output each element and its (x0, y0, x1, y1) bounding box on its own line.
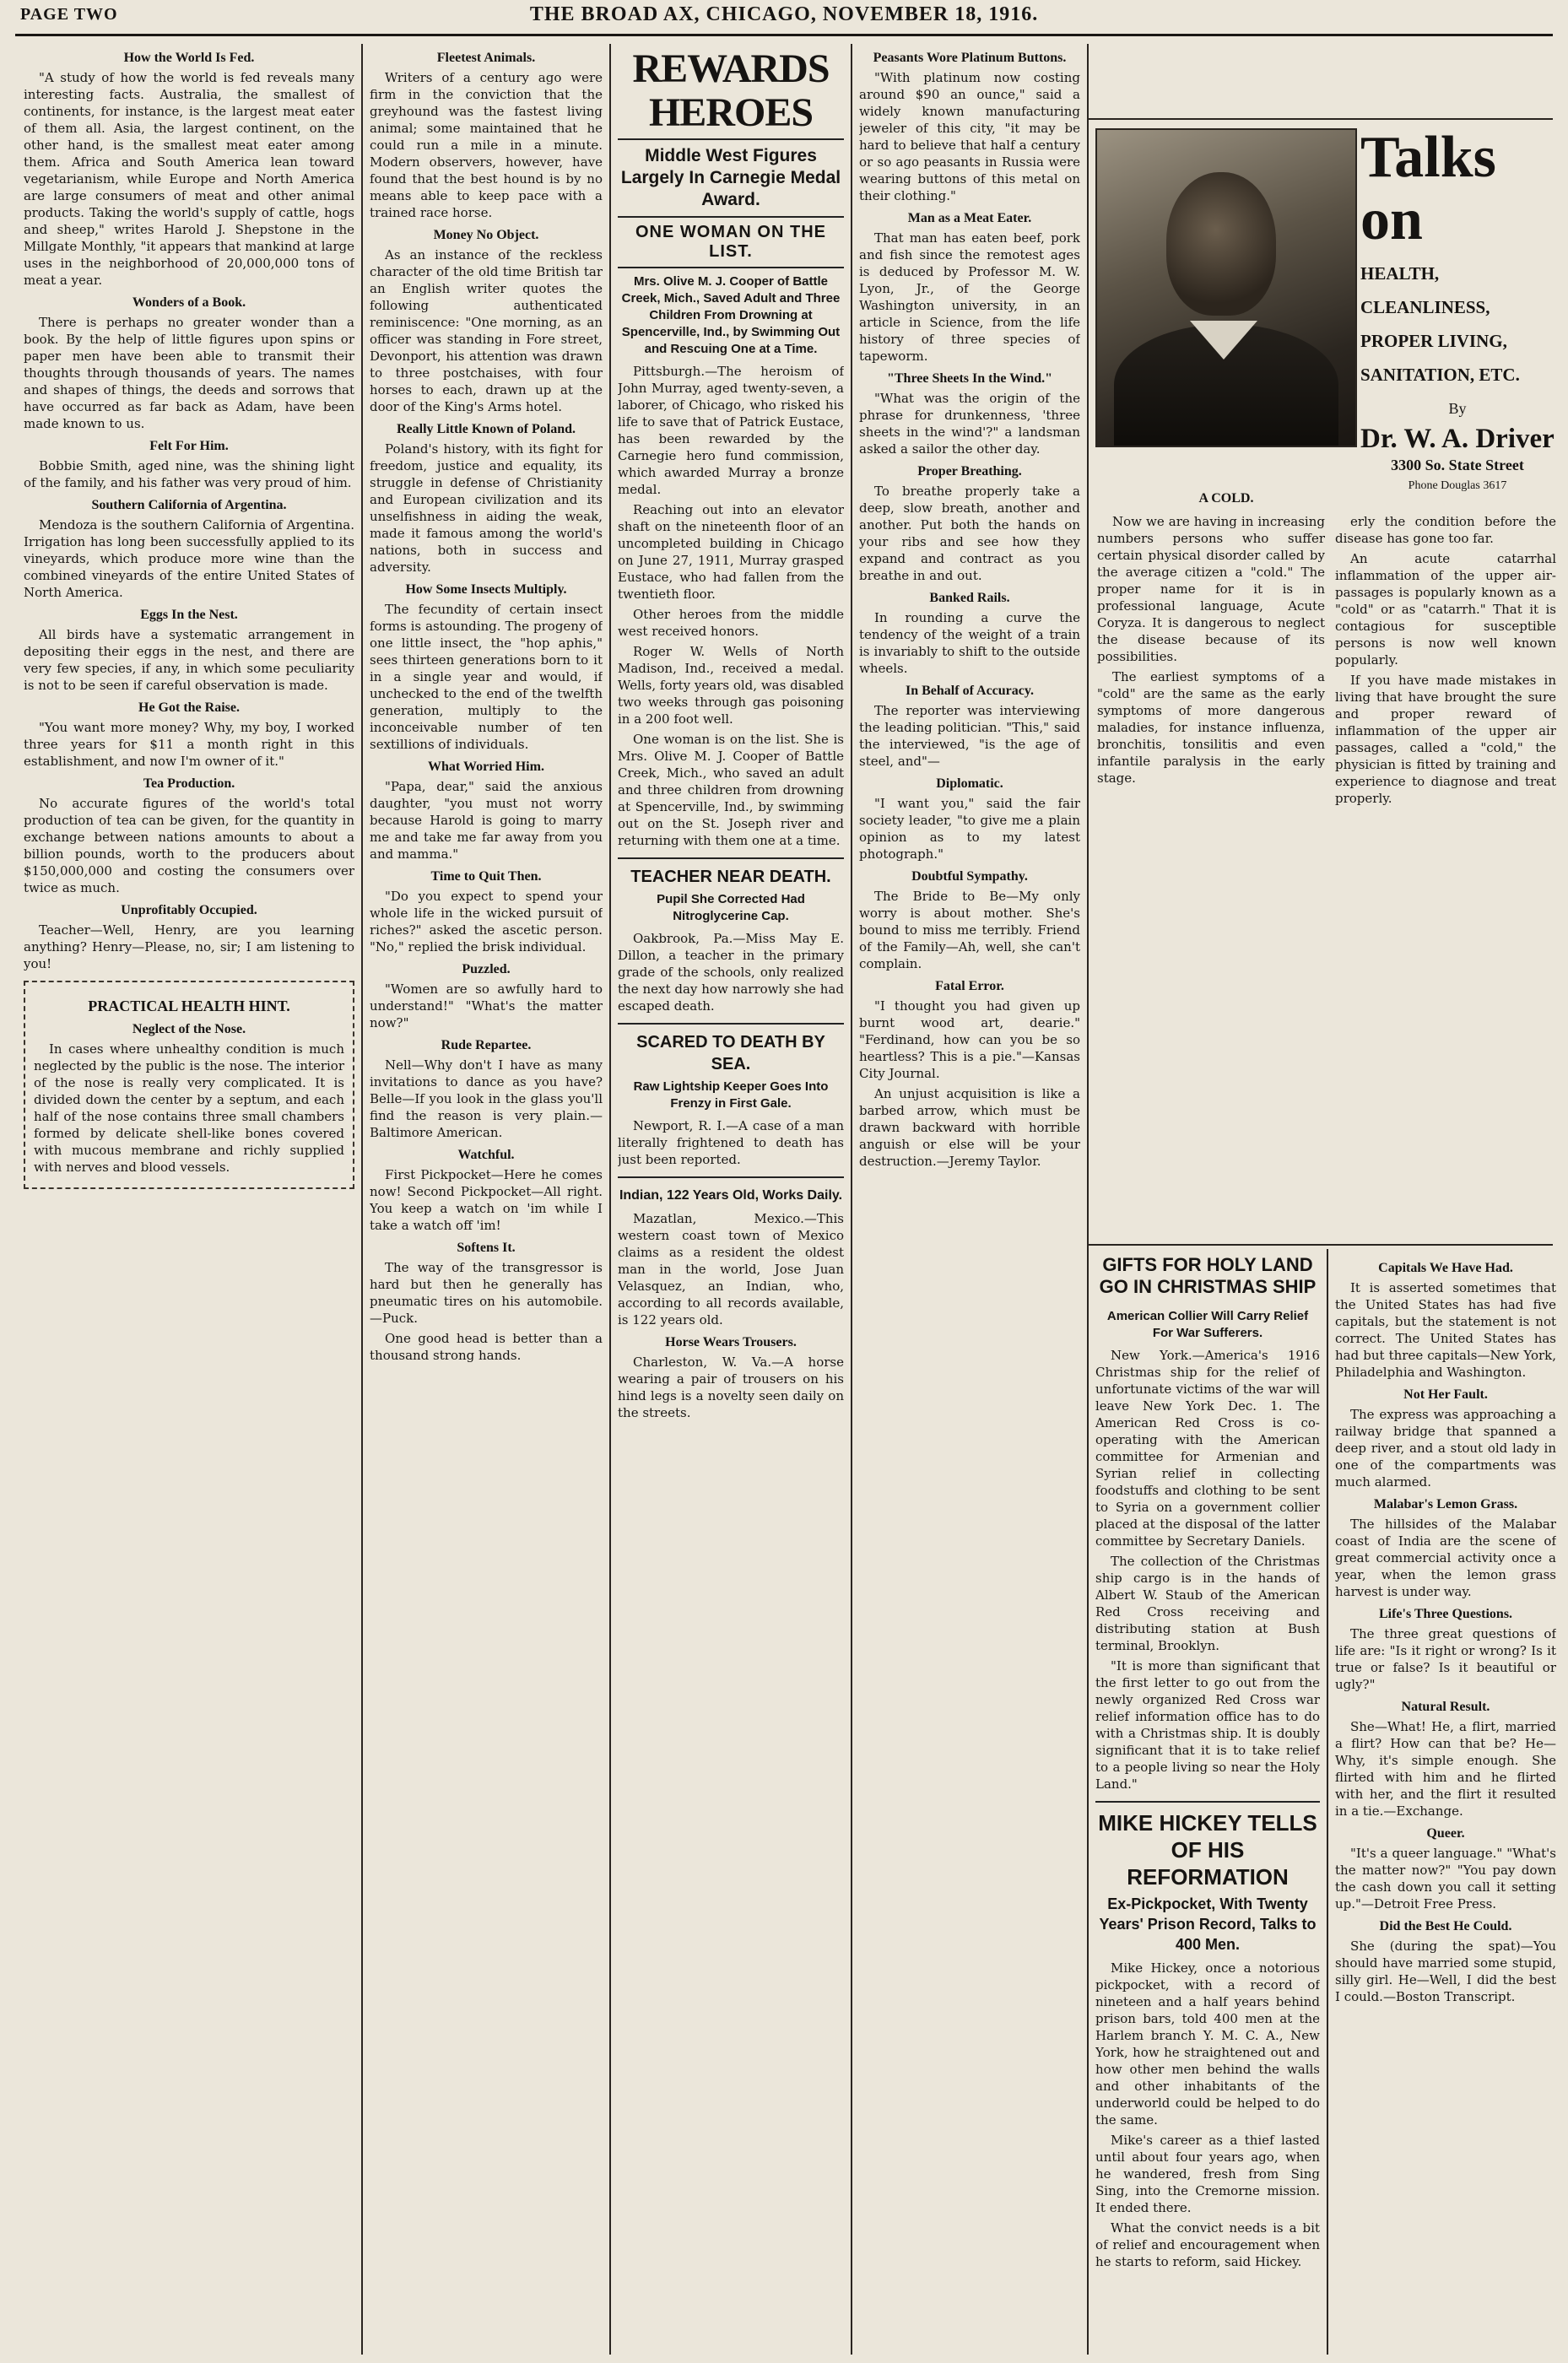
article-text: Writers of a century ago were firm in the conviction that the greyhound was the fastest living animal; some maintained that he could run a mile in a minute. Modern observers, however, have found that the best hound is by no means able to keep pace with a trained race horse. (370, 70, 603, 220)
headline-mike-hickey: MIKE HICKEY TELLS OF HIS REFORMATION (1095, 1801, 1320, 1890)
newspaper-title: THE BROAD AX, CHICAGO, NOVEMBER 18, 1916. (529, 3, 1039, 25)
article-text: "You want more money? Why, my boy, I worked three years for $11 a month right in this establishment, and now I'm owner of it." (24, 720, 354, 769)
article-deck: Mrs. Olive M. J. Cooper of Battle Creek, Mich., Saved Adult and Three Children From Drowning at Spencerville, Ind., by Swimming Out and Rescuing One at a Time. (621, 274, 841, 356)
ad-top-rule (1089, 118, 1553, 120)
article-text: The fecundity of certain insect forms is astounding. The progeny of one little insect, the "hop aphis," sees thirteen generations born to it in a single year and would, if unchecked to the end of the twelfth generation, multiply to the inconceivable number of ten sextillions of individuals. (370, 602, 603, 752)
article-text: One woman is on the list. She is Mrs. Olive M. J. Cooper of Battle Creek, Mich., who saved an adult and three children from drowning at Spencerville, Ind., by swimming out on the St. Joseph river and returning with them one at a time. (618, 732, 844, 848)
article-text: An unjust acquisition is like a barbed arrow, which must be drawn backward with horrible anguish or else will be your destruction.—Jeremy Taylor. (859, 1086, 1080, 1169)
article-heading: Really Little Known of Poland. (396, 422, 576, 436)
column-1 (24, 44, 354, 2355)
subheadline: ONE WOMAN ON THE LIST. (618, 223, 844, 268)
talks-topic: CLEANLINESS, (1360, 297, 1490, 317)
article-text: There is perhaps no greater wonder than a book. By the help of little figures upon spins or paper men have been able to transmit their thoughts through thousands of years. The names and shapes of things, the deeds and sorrows that have occurred as far back as Adam, have been made known to us. (24, 315, 354, 431)
article-heading: How Some Insects Multiply. (405, 582, 567, 597)
article-text: The Bride to Be—My only worry is about mother. She's bound to miss me terribly. Friend of the Family—Ah, well, she can't complain. (859, 889, 1080, 971)
article-text: Poland's history, with its fight for freedom, justice and equality, its struggle in defense of Christianity and European civilization and its unselfishness in aiding the weak, made it famous among the world's nations, both in success and adversity. (370, 441, 603, 575)
article-heading: Banked Rails. (929, 591, 1010, 605)
article-text: The reporter was interviewing the leading politician. "This," said the interviewed, "is the age of steel, and"— (859, 703, 1080, 769)
article-heading: Fleetest Animals. (436, 51, 536, 65)
article-heading: Did the Best He Could. (1379, 1919, 1512, 1933)
doctor-address: 3300 So. State Street (1391, 457, 1524, 473)
article-heading: Peasants Wore Platinum Buttons. (873, 51, 1067, 65)
talks-by: By (1448, 400, 1467, 417)
cold-article-right (1335, 513, 1556, 1239)
article-heading: Man as a Meat Eater. (907, 211, 1032, 225)
article-heading: Softens It. (457, 1241, 516, 1255)
article-heading: Puzzled. (462, 962, 511, 976)
article-text: Mike's career as a thief lasted until about four years ago, when he wandered, fresh from Sing Sing, into the Cremorne mission. It ended there. (1095, 2133, 1320, 2215)
article-heading: In Behalf of Accuracy. (906, 684, 1034, 698)
article-heading: TEACHER NEAR DEATH. (618, 857, 844, 888)
article-heading: Capitals We Have Had. (1378, 1261, 1513, 1275)
talks-title: Talks on (1360, 125, 1496, 252)
column-divider (1327, 1249, 1328, 2355)
article-text: Teacher—Well, Henry, are you learning anything? Henry—Please, no, sir; I am listening to you! (24, 922, 354, 971)
article-heading: Watchful. (457, 1148, 515, 1162)
article-text: Roger W. Wells of North Madison, Ind., received a medal. Wells, forty years old, was disabled two weeks through gas poisoning in a 200 foot well. (618, 644, 844, 727)
article-text: Charleston, W. Va.—A horse wearing a pair of trousers on his hind legs is a novelty seen daily on the streets. (618, 1355, 844, 1420)
box-text: In cases where unhealthy condition is much neglected by the public is the nose. The interior of the nose is really very complicated. It is divided down the center by a septum, and each half of the nose contains three small chambers formed by delicate shell-like bones covered with mucous membrane and richly supplied with nerves and blood vessels. (34, 1041, 344, 1175)
doctor-name: Dr. W. A. Driver (1360, 424, 1554, 454)
cold-article-left (1097, 513, 1325, 1239)
article-heading: He Got the Raise. (138, 700, 240, 715)
article-text: An acute catarrhal inflammation of the upper air-passages is popularly known as a "cold" or as "catarrh." That it is contagious for susceptible persons is now well known popularly. (1335, 551, 1556, 668)
article-heading: Wonders of a Book. (132, 295, 246, 310)
article-text: She (during the spat)—You should have married some stupid, silly girl. He—Well, I did the best I could.—Boston Transcript. (1335, 1939, 1556, 2004)
page-number: PAGE TWO (20, 5, 118, 24)
ad-caption: A COLD. (1198, 491, 1254, 506)
talks-topic: HEALTH, (1360, 263, 1440, 284)
talks-topics (1360, 257, 1554, 392)
talks-ad (1360, 127, 1554, 493)
article-deck: Ex-Pickpocket, With Twenty Years' Prison Record, Talks to 400 Men. (1099, 1895, 1317, 1953)
article-heading: Queer. (1426, 1826, 1465, 1841)
article-deck: Pupil She Corrected Had Nitroglycerine Cap. (657, 892, 805, 923)
article-heading: Felt For Him. (149, 439, 229, 453)
article-heading: Natural Result. (1401, 1700, 1490, 1714)
article-text: "With platinum now costing around $90 an ounce," said a widely known manufacturing jeweler of this city, "it may be hard to believe that half a century or so ago peasants in Russia were wearing buttons of this metal on their clothing." (859, 70, 1080, 203)
article-text: "It is more than significant that the first letter to go out from the newly organized Red Cross war relief information office has to do with a Christmas ship. It is doubly significant that it is to take relief to a people living so near the Holy Land." (1095, 1658, 1320, 1792)
article-text: Mendoza is the southern California of Argentina. Irrigation has long been successfully applied to its vineyards, which produce more wine than the combined vineyards of the entire United States of North America. (24, 517, 354, 600)
section-rule (1089, 1244, 1553, 1246)
column-divider (1087, 44, 1089, 2355)
headline-christmas-ship: GIFTS FOR HOLY LAND GO IN CHRISTMAS SHIP (1099, 1254, 1317, 1297)
column-divider (361, 44, 363, 2355)
article-text: New York.—America's 1916 Christmas ship for the relief of unfortunate victims of the war will leave New York Dec. 1. The American Red Cross is co-operating with the American committee for Armenian and Syrian relief in collecting foodstuffs and clothing to be sent to Syria on a government collier placed at the disposal of the latter committee by Secretary Daniels. (1095, 1348, 1320, 1549)
article-text: Other heroes from the middle west received honors. (618, 607, 844, 639)
doctor-phone: Phone Douglas 3617 (1408, 479, 1507, 492)
article-text: The collection of the Christmas ship cargo is in the hands of Albert W. Staub of the American Red Cross receiving and distributing station at Bush terminal, Brooklyn. (1095, 1554, 1320, 1653)
article-text: First Pickpocket—Here he comes now! Second Pickpocket—All right. You keep a watch on 'im while I take a watch off 'im! (370, 1167, 603, 1233)
article-text: She—What! He, a flirt, married a flirt? How can that be? He—Why, it's simple enough. She flirted with him and he flirted with her, and the flirt it resulted in a tie.—Exchange. (1335, 1719, 1556, 1819)
article-text: If you have made mistakes in living that have brought the sure and proper reward of inflammation of the upper air passages, called a "cold," the physician is fitted by training and experience to diagnose and treat properly. (1335, 673, 1556, 806)
article-heading: How the World Is Fed. (123, 51, 255, 65)
column-divider (851, 44, 852, 2355)
article-text: That man has eaten beef, pork and fish since the remotest ages is deduced by Professor M. W. Lyon, Jr., of the George Washington university, in an article in Science, from the life history of three species of tapeworm. (859, 230, 1080, 364)
article-text: As an instance of the reckless character of the old time British tar an English writer quotes the following authenticated reminiscence: "One morning, as an officer was standing in Fore street, Devonport, his attention was drawn to three postchaises, with four horses to each, drawn up at the door of the King's Arms hotel. (370, 247, 603, 414)
article-deck: American Collier Will Carry Relief For War Sufferers. (1106, 1309, 1309, 1340)
column-2 (370, 44, 603, 2355)
article-text: The hillsides of the Malabar coast of India are the scene of great commercial activity once a year, when the lemon grass harvest is under way. (1335, 1517, 1556, 1599)
article-text: "Women are so awfully hard to understand!" "What's the matter now?" (370, 981, 603, 1030)
article-text: "What was the origin of the phrase for drunkenness, 'three sheets in the wind'?" a landsman asked a sailor the other day. (859, 391, 1080, 457)
article-heading: Tea Production. (143, 776, 235, 791)
article-text: To breathe properly take a deep, slow breath, another and another. Put both the hands on your ribs and see how they expand and contract as you breathe in and out. (859, 484, 1080, 583)
article-heading: Horse Wears Trousers. (665, 1335, 797, 1349)
article-text: It is asserted sometimes that the United States has had five capitals, but the statement is not correct. The United States has had but three capitals—New York, Philadelphia and Washington. (1335, 1280, 1556, 1380)
article-text: Bobbie Smith, aged nine, was the shining light of the family, and his father was very proud of him. (24, 458, 354, 490)
article-heading: "Three Sheets In the Wind." (886, 371, 1053, 386)
article-text: One good head is better than a thousand strong hands. (370, 1331, 603, 1363)
article-text: Nell—Why don't I have as many invitations to dance as you have? Belle—If you look in the glass you'll find the reason is very plain.—Baltimore American. (370, 1057, 603, 1140)
article-heading: Money No Object. (433, 228, 539, 242)
article-text: What the convict needs is a bit of relief and encouragement when he starts to reform, said Hickey. (1095, 2220, 1320, 2269)
subheadline: Middle West Figures Largely In Carnegie Medal Award. (618, 145, 844, 218)
article-text: Now we are having in increasing numbers persons who suffer certain physical disorder called by the average citizen a "cold." The proper name for it is in professional language, Acute Coryza. It is dangerous to neglect the disease because of its possibilities. (1097, 514, 1325, 664)
article-text: "I thought you had given up burnt wood art, dearie." "Ferdinand, how can you be so heartless? This is a pie."—Kansas City Journal. (859, 998, 1080, 1081)
article-text: "It's a queer language." "What's the matter now?" "You pay down the cash down you call it setting up."—Detroit Free Press. (1335, 1846, 1556, 1911)
article-text: Newport, R. I.—A case of a man literally frightened to death has just been reported. (618, 1118, 844, 1167)
article-heading: Doubtful Sympathy. (911, 869, 1028, 884)
headline-rewards-heroes: REWARDS HEROES (618, 47, 844, 140)
article-heading: Southern California of Argentina. (91, 498, 287, 512)
article-heading: Diplomatic. (936, 776, 1003, 791)
article-text: Mike Hickey, once a notorious pickpocket, with a record of nineteen and a half years behind prison bars, told 400 men at the Harlem branch Y. M. C. A., New York, how he straightened out and how other men behind the walls and other inhabitants of the underworld could be helped to do the same. (1095, 1960, 1320, 2128)
article-heading: Eggs In the Nest. (140, 608, 238, 622)
article-text: All birds have a systematic arrangement in depositing their eggs in the nest, and there are very few species, if any, in which some peculiarity is not to be seen if careful observation is made. (24, 627, 354, 693)
article-text: Mazatlan, Mexico.—This western coast town of Mexico claims as a resident the oldest man in the world, Jose Juan Velasquez, an Indian, who, according to all records available, is 122 years old. (618, 1211, 844, 1327)
doctor-portrait (1095, 128, 1357, 447)
article-text: In rounding a curve the tendency of the weight of a train is invariably to shift to the outside wheels. (859, 610, 1080, 676)
article-heading: Proper Breathing. (917, 464, 1022, 479)
masthead (0, 0, 1568, 34)
column-divider (609, 44, 611, 2355)
article-heading: Time to Quit Then. (430, 869, 542, 884)
article-text: The earliest symptoms of a "cold" are the same as the early symptoms of more dangerous maladies, for instance influenza, bronchitis, tonsilitis and even infantile paralysis in the early stage. (1097, 669, 1325, 786)
talks-topic: SANITATION, ETC. (1360, 365, 1520, 385)
article-text: erly the condition before the disease has gone too far. (1335, 514, 1556, 546)
article-heading: What Worried Him. (428, 760, 544, 774)
article-text: The express was approaching a railway bridge that spanned a deep river, and a stout old lady in one of the compartments was much alarmed. (1335, 1407, 1556, 1490)
article-heading: Indian, 122 Years Old, Works Daily. (618, 1176, 844, 1207)
health-hint-box (24, 981, 354, 1189)
article-heading: Fatal Error. (935, 979, 1004, 993)
article-text: The way of the transgressor is hard but then he generally has pneumatic tires on his automobile.—Puck. (370, 1260, 603, 1326)
article-text: Reaching out into an elevator shaft on the nineteenth floor of an uncompleted building in Chicago on June 27, 1911, Murray grasped Eustace, who had fallen from the twentieth floor. (618, 502, 844, 602)
box-subtitle: Neglect of the Nose. (132, 1022, 246, 1036)
article-heading: SCARED TO DEATH BY SEA. (618, 1023, 844, 1075)
article-heading: Life's Three Questions. (1378, 1607, 1513, 1621)
article-text: "Do you expect to spend your whole life in the wicked pursuit of riches?" asked the ascetic person. "No," replied the brisk individual. (370, 889, 603, 954)
column-5-lower (1095, 1254, 1320, 2355)
masthead-rule (15, 34, 1553, 36)
box-title: PRACTICAL HEALTH HINT. (88, 998, 290, 1014)
article-heading: Unprofitably Occupied. (121, 903, 257, 917)
column-3 (618, 44, 844, 2355)
column-4 (859, 44, 1080, 2355)
article-deck: Raw Lightship Keeper Goes Into Frenzy in First Gale. (633, 1079, 829, 1111)
article-heading: Rude Repartee. (441, 1038, 532, 1052)
article-text: The three great questions of life are: "Is it right or wrong? Is it true or false? Is it beautiful or ugly?" (1335, 1626, 1556, 1692)
article-text: "Papa, dear," said the anxious daughter, "you must not worry because Harold is going to marry me and take me far away from you and mamma." (370, 779, 603, 862)
article-text: "A study of how the world is fed reveals many interesting facts. Australia, the smallest of continents, for instance, is the largest meat eater of them all. Asia, the largest continent, on the other hand, is the smallest meat eater among them. Africa and South America lean toward vegetarianism, while Europe and North America are large consumers of meat and other animal products. Taking the world's supply of cattle, hogs and sheep," writes Harold J. Shepstone in the Millgate Monthly, "it appears that mankind at large uses in the neighborhood of 20,000,000 tons of meat a year. (24, 70, 354, 288)
article-text: "I want you," said the fair society leader, "to give me a plain opinion as to my latest photograph." (859, 796, 1080, 862)
talks-topic: PROPER LIVING, (1360, 331, 1507, 351)
article-text: No accurate figures of the world's total production of tea can be given, for the quantity in exchange between nations amounts to about a billion pounds, worth to the producers about $150,000,000 and costing the consumers over twice as much. (24, 796, 354, 895)
article-heading: Not Her Fault. (1403, 1387, 1488, 1402)
article-text: Oakbrook, Pa.—Miss May E. Dillon, a teacher in the primary grade of the schools, only realized the next day how narrowly she had escaped death. (618, 931, 844, 1014)
article-text: Pittsburgh.—The heroism of John Murray, aged twenty-seven, a laborer, of Chicago, who risked his life to save that of Patrick Eustace, has been rewarded by the Carnegie hero fund commission, which awarded Murray a bronze medal. (618, 364, 844, 497)
column-6-lower (1335, 1254, 1556, 2355)
article-heading: Malabar's Lemon Grass. (1373, 1497, 1518, 1511)
